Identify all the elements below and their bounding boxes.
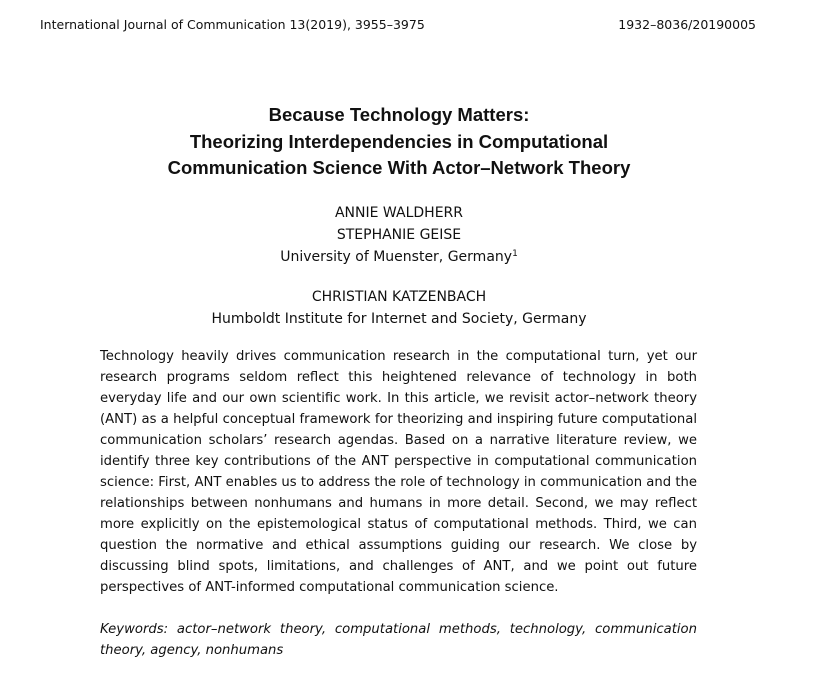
title-line-3: Communication Science With Actor–Network Theory: [167, 157, 631, 178]
running-header: [40, 17, 756, 32]
abstract: Technology heavily drives communication research in the computational turn, yet our research programs seldom reflect this heightened relevance of technology in both everyday life and our own scientific work. In this article, we revisit actor–network theory (ANT) as a helpful conceptual framework for theorizing and inspiring future computational communication scholars’ research agendas. Based on a narrative literature review, we identify three key contributions of the ANT perspective in computational communication science: First, ANT enables us to address the role of technology in communication and the relationships between nonhumans and humans in more detail. Second, we may reflect more explicitly on the epistemological status of computational methods. Third, we can question the normative and ethical assumptions guiding our research. We close by discussing blind spots, limitations, and challenges of ANT, and we point out future perspectives of ANT-informed computational communication science.: [100, 349, 697, 595]
title-line-2: Theorizing Interdependencies in Computational: [189, 130, 609, 152]
author-group-2: [0, 286, 798, 330]
title-line-1: Because Technology Matters:: [268, 104, 530, 125]
affiliation: [0, 246, 798, 268]
journal-citation: International Journal of Communication 13(2019), 3955–3975: [40, 17, 425, 32]
keywords: Keywords: actor–network theory, computational methods, technology, communication theory, agency, nonhumans: [100, 622, 697, 658]
author-group-1: [0, 202, 798, 268]
affiliation: Humboldt Institute for Internet and Society, Germany: [211, 311, 587, 327]
paper-title: [0, 102, 798, 182]
footnote-marker[interactable]: 1: [512, 249, 518, 259]
affiliation-text: University of Muenster, Germany: [280, 249, 513, 265]
issn: 1932–8036/20190005: [618, 17, 756, 32]
author-name: ANNIE WALDHERR: [334, 205, 463, 221]
author-name: STEPHANIE GEISE: [336, 227, 462, 243]
author-name: CHRISTIAN KATZENBACH: [311, 289, 487, 305]
